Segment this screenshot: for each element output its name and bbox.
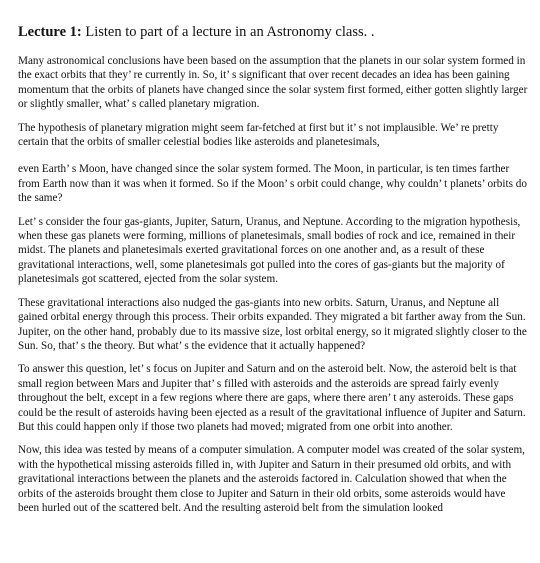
paragraph-7: Now, this idea was tested by means of a computer simulation. A computer model was created of the solar system, with the hypothetical missing asteroids filled in, with Jupiter and Saturn in their presumed old orbits, and with gravitational interactions between the planets and the asteroids factored in. Calculation showed that when the orbits of the asteroids brought them close to Jupiter and Saturn in their old orbits, some asteroids would have been hurled out of the scattered belt. And the resulting asteroid belt from the simulation looked <box>18 444 525 514</box>
paragraph-6: To answer this question, let’ s focus on Jupiter and Saturn and on the asteroid belt. Now, the asteroid belt is that small region between Mars and Jupiter that’ s filled with asteroids and the asteroids are spread fairly evenly throughout the belt, except in a few regions where there are gaps, where there aren’ t any asteroids. These gaps could be the result of asteroids having been ejected as a result of the gravitational influence of Jupiter and Saturn. But this could happen only if those two planets had moved; migrated from one orbit into another. <box>18 363 526 433</box>
paragraph-3: even Earth’ s Moon, have changed since the solar system formed. The Moon, in particular, is ten times farther from Earth now than it was when it formed. So if the Moon’ s orbit could change, why couldn’ t planets’ orbits do the same? <box>18 163 527 205</box>
paragraph-1: Many astronomical conclusions have been based on the assumption that the planets in our solar system formed in the exact orbits that they’ re currently in. So, it’ s significant that over recent decades an idea has been gaining momentum that the orbits of planets have changed since the solar system first formed, either gotten slightly larger or slightly smaller, what’ s called planetary migration. <box>18 55 528 111</box>
lecture-title-label: Lecture 1: <box>18 24 82 40</box>
paragraph-5: These gravitational interactions also nudged the gas-giants into new orbits. Saturn, Uranus, and Neptune all gained orbital energy through this process. Their orbits expanded. They migrated a bit farther away from the Sun. Jupiter, on the other hand, probably due to its massive size, lost orbital energy, so it migrated slightly closer to the Sun. So, that’ s the theory. But what’ s the evidence that it actually happened? <box>18 296 527 352</box>
paragraph-4: Let’ s consider the four gas-giants, Jupiter, Saturn, Uranus, and Neptune. According to the migration hypothesis, when these gas planets were forming, millions of planetesimals, small bodies of rock and ice, remained in their midst. The planets and planetesimals exerted gravitational forces on one another and, as a result of these gravitational interactions, well, some planetesimals got pulled into the cores of gas-giants but the majority of planetesimals got scattered, ejected from the solar system. <box>18 215 521 286</box>
paragraph-2: The hypothesis of planetary migration might seem far-fetched at first but it’ s not implausible. We’ re pretty certain that the orbits of smaller celestial bodies like asteroids and planetesimals, <box>18 121 499 149</box>
lecture-title <box>18 23 528 41</box>
lecture-title-text: Listen to part of a lecture in an Astronomy class. . <box>81 24 375 40</box>
